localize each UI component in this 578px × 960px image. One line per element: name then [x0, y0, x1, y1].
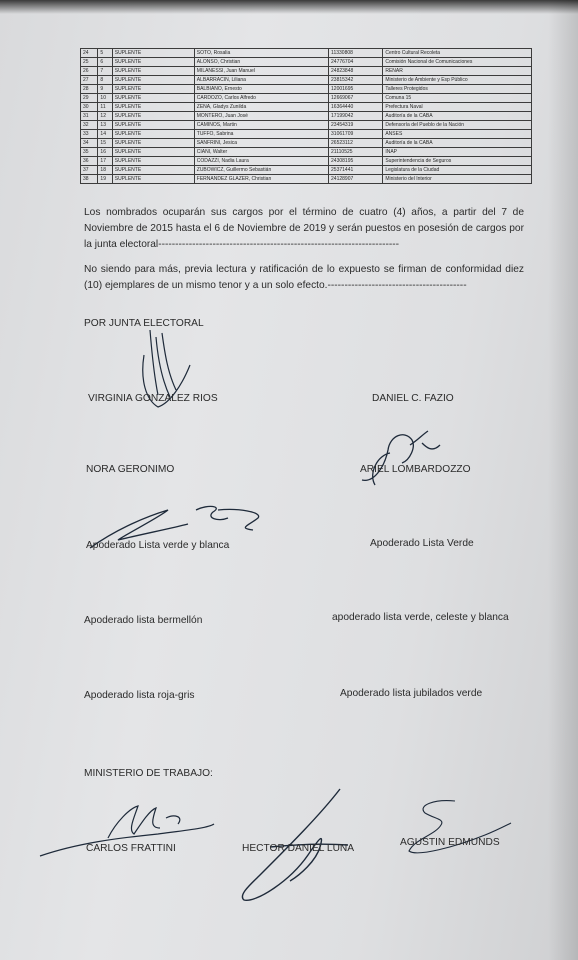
- roster-dni-cell: 24776704: [329, 58, 383, 67]
- apoderado-verde-blanca: Apoderado Lista verde y blanca: [86, 540, 230, 551]
- apoderado-roja-gris: Apoderado lista roja-gris: [84, 690, 195, 701]
- signatory-geronimo: NORA GERONIMO: [86, 464, 175, 475]
- roster-num-cell: 31: [81, 112, 98, 121]
- roster-role-cell: SUPLENTE: [112, 67, 194, 76]
- table-row: [81, 94, 532, 103]
- roster-dni-cell: 24308195: [329, 157, 383, 166]
- roster-org-cell: Prefectura Naval: [383, 103, 532, 112]
- roster-num-cell: 35: [81, 148, 98, 157]
- roster-dni-cell: 12001695: [329, 85, 383, 94]
- roster-role-cell: SUPLENTE: [112, 157, 194, 166]
- top-shadow: [0, 0, 578, 14]
- roster-name-cell: SOTO, Rosalia: [194, 49, 328, 58]
- roster-table: [80, 48, 532, 184]
- roster-pos-cell: 6: [98, 58, 112, 67]
- table-row: [81, 139, 532, 148]
- roster-name-cell: FERNANDEZ GLAZER, Christian: [194, 175, 328, 184]
- roster-org-cell: Legislatura de la Ciudad: [383, 166, 532, 175]
- roster-pos-cell: 19: [98, 175, 112, 184]
- roster-num-cell: 36: [81, 157, 98, 166]
- roster-org-cell: Superintendencia de Seguros: [383, 157, 532, 166]
- roster-role-cell: SUPLENTE: [112, 139, 194, 148]
- roster-pos-cell: 7: [98, 67, 112, 76]
- roster-body: [81, 49, 532, 184]
- table-row: [81, 58, 532, 67]
- signatory-luna: HECTOR DANIEL LUNA: [242, 843, 355, 854]
- roster-pos-cell: 14: [98, 130, 112, 139]
- roster-org-cell: Ministerio del Interior: [383, 175, 532, 184]
- roster-pos-cell: 10: [98, 94, 112, 103]
- roster-role-cell: SUPLENTE: [112, 103, 194, 112]
- ministerio-heading: MINISTERIO DE TRABAJO:: [84, 768, 213, 779]
- roster-name-cell: SANFRINI, Jesica: [194, 139, 328, 148]
- junta-electoral-heading: POR JUNTA ELECTORAL: [84, 318, 204, 329]
- table-row: [81, 130, 532, 139]
- roster-pos-cell: 9: [98, 85, 112, 94]
- roster-name-cell: CAMINOS, Martin: [194, 121, 328, 130]
- roster-role-cell: SUPLENTE: [112, 112, 194, 121]
- roster-role-cell: SUPLENTE: [112, 76, 194, 85]
- roster-role-cell: SUPLENTE: [112, 94, 194, 103]
- roster-num-cell: 34: [81, 139, 98, 148]
- apoderado-lista-verde: Apoderado Lista Verde: [370, 538, 474, 549]
- table-row: [81, 166, 532, 175]
- frattini-signature: [38, 798, 218, 868]
- table-row: [81, 175, 532, 184]
- roster-name-cell: MILANESSI, Juan Manuel: [194, 67, 328, 76]
- table-row: [81, 85, 532, 94]
- roster-num-cell: 24: [81, 49, 98, 58]
- roster-name-cell: CIANI, Walter: [194, 148, 328, 157]
- roster-dni-cell: 21110525: [329, 148, 383, 157]
- roster-role-cell: SUPLENTE: [112, 85, 194, 94]
- signatory-fazio: DANIEL C. FAZIO: [372, 393, 454, 404]
- roster-num-cell: 33: [81, 130, 98, 139]
- roster-num-cell: 27: [81, 76, 98, 85]
- roster-num-cell: 25: [81, 58, 98, 67]
- roster-pos-cell: 15: [98, 139, 112, 148]
- roster-dni-cell: 11330808: [329, 49, 383, 58]
- roster-org-cell: INAP: [383, 148, 532, 157]
- roster-org-cell: Auditoría de la CABA: [383, 112, 532, 121]
- apoderado-verde-celeste-blanca: apoderado lista verde, celeste y blanca: [332, 612, 509, 623]
- roster-role-cell: SUPLENTE: [112, 130, 194, 139]
- signatory-lombardozzo: ARIEL LOMBARDOZZO: [360, 464, 471, 475]
- signatory-edmunds: AGUSTIN EDMUNDS: [400, 837, 500, 848]
- roster-pos-cell: 13: [98, 121, 112, 130]
- table-row: [81, 67, 532, 76]
- roster-role-cell: SUPLENTE: [112, 175, 194, 184]
- roster-dni-cell: 25371441: [329, 166, 383, 175]
- roster-dni-cell: 12669067: [329, 94, 383, 103]
- apoderado-jubilados-verde: Apoderado lista jubilados verde: [340, 688, 483, 699]
- roster-org-cell: Centro Cultural Recoleta: [383, 49, 532, 58]
- roster-name-cell: ZENA, Gladys Zunilda: [194, 103, 328, 112]
- roster-dni-cell: 31061709: [329, 130, 383, 139]
- roster-name-cell: MONTERO, Juan José: [194, 112, 328, 121]
- roster-role-cell: SUPLENTE: [112, 58, 194, 67]
- closing-paragraph: No siendo para más, previa lectura y ratificación de lo expuesto se firman de conformidad diez (10) ejemplares de un mismo tenor y a un solo efecto.-----------------------------------------: [84, 264, 524, 291]
- roster-num-cell: 30: [81, 103, 98, 112]
- right-shadow: [548, 0, 578, 960]
- roster-pos-cell: 12: [98, 112, 112, 121]
- roster-name-cell: BALBIANO, Ernesto: [194, 85, 328, 94]
- roster-org-cell: Comisión Nacional de Comunicaciones: [383, 58, 532, 67]
- roster-pos-cell: 18: [98, 166, 112, 175]
- roster-org-cell: Talleres Protegidos: [383, 85, 532, 94]
- roster-num-cell: 29: [81, 94, 98, 103]
- roster-dni-cell: 24823848: [329, 67, 383, 76]
- roster-dni-cell: 26523112: [329, 139, 383, 148]
- roster-num-cell: 26: [81, 67, 98, 76]
- roster-name-cell: CODAZZI, Nadia Laura: [194, 157, 328, 166]
- term-paragraph: Los nombrados ocuparán sus cargos por el término de cuatro (4) años, a partir del 7 de Noviembre de 2015 hasta el 6 de Noviembre de 2019 y serán puestos en posesión de cargos por la junta electoral-----------------------------------------------------------------------: [84, 207, 524, 250]
- lombardozzo-signature: [350, 425, 450, 495]
- roster-pos-cell: 8: [98, 76, 112, 85]
- roster-name-cell: ZUBOWICZ, Guillermo Sebastián: [194, 166, 328, 175]
- roster-org-cell: Auditoría de la CABA: [383, 139, 532, 148]
- roster-num-cell: 28: [81, 85, 98, 94]
- roster-pos-cell: 11: [98, 103, 112, 112]
- roster-role-cell: SUPLENTE: [112, 166, 194, 175]
- roster-name-cell: CARDOZO, Carlos Alfredo: [194, 94, 328, 103]
- edmunds-signature: [395, 795, 515, 865]
- table-row: [81, 76, 532, 85]
- roster-num-cell: 37: [81, 166, 98, 175]
- roster-dni-cell: 17199042: [329, 112, 383, 121]
- roster-org-cell: Defensoría del Pueblo de la Nación: [383, 121, 532, 130]
- table-row: [81, 148, 532, 157]
- roster-num-cell: 38: [81, 175, 98, 184]
- roster-role-cell: SUPLENTE: [112, 121, 194, 130]
- signatory-frattini: CARLOS FRATTINI: [86, 843, 176, 854]
- roster-role-cell: SUPLENTE: [112, 49, 194, 58]
- roster-pos-cell: 16: [98, 148, 112, 157]
- roster-dni-cell: 23454319: [329, 121, 383, 130]
- roster-role-cell: SUPLENTE: [112, 148, 194, 157]
- roster-org-cell: Ministerio de Ambiente y Esp Público: [383, 76, 532, 85]
- apoderado-bermellon: Apoderado lista bermellón: [84, 615, 203, 626]
- signatory-gonzalez-rios: VIRGINIA GONZALEZ RIOS: [88, 393, 218, 404]
- roster-pos-cell: 17: [98, 157, 112, 166]
- roster-org-cell: ANSES: [383, 130, 532, 139]
- table-row: [81, 49, 532, 58]
- table-row: [81, 157, 532, 166]
- roster-name-cell: ALBARRACIN, Liliana: [194, 76, 328, 85]
- roster-name-cell: TUFFO, Sabrina: [194, 130, 328, 139]
- roster-dni-cell: 24128907: [329, 175, 383, 184]
- roster-name-cell: ALONSO, Christian: [194, 58, 328, 67]
- roster-pos-cell: 5: [98, 49, 112, 58]
- roster-dni-cell: 23815342: [329, 76, 383, 85]
- roster-num-cell: 32: [81, 121, 98, 130]
- table-row: [81, 103, 532, 112]
- roster-org-cell: Comuna 15: [383, 94, 532, 103]
- roster-dni-cell: 16364440: [329, 103, 383, 112]
- roster-org-cell: RENAR: [383, 67, 532, 76]
- table-row: [81, 121, 532, 130]
- table-row: [81, 112, 532, 121]
